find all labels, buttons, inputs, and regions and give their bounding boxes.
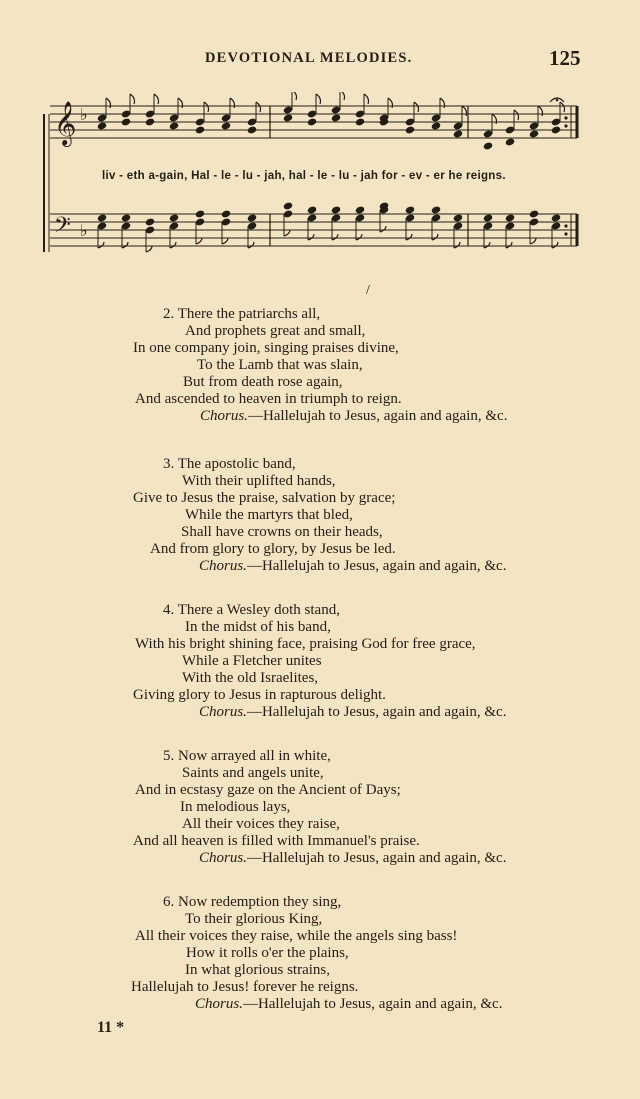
verse-line: 4. There a Wesley doth stand, — [163, 602, 340, 618]
verse-line: And from glory to glory, by Jesus be led. — [150, 541, 396, 557]
page-number: 125 — [549, 46, 581, 70]
repeat-dot — [564, 224, 567, 227]
note-head — [145, 117, 155, 126]
note-head — [529, 209, 539, 218]
flat-icon: ♭ — [80, 105, 88, 124]
note-flag — [256, 102, 261, 112]
verse-line: 3. The apostolic band, — [163, 456, 296, 472]
note-head — [307, 117, 317, 126]
chorus-label: Chorus. — [199, 704, 247, 720]
flat-icon: ♭ — [80, 221, 88, 240]
verse-line: In one company join, singing praises divine, — [133, 340, 399, 356]
note-flag — [98, 242, 104, 248]
repeat-dot — [564, 124, 567, 127]
running-head — [0, 48, 640, 74]
note-head — [431, 121, 441, 130]
note-head — [529, 129, 539, 138]
note-head — [145, 217, 155, 226]
treble-clef-icon: 𝄞 — [54, 101, 77, 145]
note-flag — [380, 226, 386, 232]
note-flag — [122, 242, 128, 248]
note-flag — [364, 94, 369, 104]
note-head — [551, 213, 561, 222]
note-flag — [332, 234, 338, 240]
verse-line: How it rolls o'er the plains, — [186, 945, 349, 961]
ink-mark: / — [366, 283, 370, 298]
note-flag — [530, 238, 536, 244]
note-head — [169, 121, 179, 130]
note-head — [483, 141, 493, 150]
verse-line: And in ecstasy gaze on the Ancient of Days; — [135, 782, 401, 798]
note-flag — [340, 92, 345, 100]
chorus-text: —Hallelujah to Jesus, again and again, &c. — [242, 996, 503, 1012]
chorus-label: Chorus. — [200, 408, 248, 424]
note-head — [97, 121, 107, 130]
verse-line: In the midst of his band, — [185, 619, 331, 635]
verse-line: Giving glory to Jesus in rapturous delight. — [133, 687, 386, 703]
verse-line: Shall have crowns on their heads, — [181, 524, 383, 540]
chorus-line — [200, 408, 507, 425]
chorus-label: Chorus. — [199, 558, 247, 574]
note-flag — [484, 242, 490, 248]
verse-line: But from death rose again, — [183, 374, 343, 390]
fermata-dot — [556, 99, 559, 102]
chorus-line — [199, 850, 506, 867]
chorus-text: —Hallelujah to Jesus, again and again, &c. — [247, 408, 508, 424]
running-title: DEVOTIONAL MELODIES. — [205, 50, 413, 66]
chorus-label: Chorus. — [195, 996, 243, 1012]
note-head — [221, 209, 231, 218]
verse-line: All their voices they raise, — [182, 816, 340, 832]
note-flag — [248, 242, 254, 248]
verse-line: With his bright shining face, praising God for free grace, — [135, 636, 476, 652]
note-flag — [130, 94, 135, 104]
note-flag — [308, 234, 314, 240]
note-head — [355, 205, 365, 214]
chorus-line — [199, 558, 506, 575]
note-flag — [454, 242, 460, 248]
note-flag — [196, 238, 202, 244]
chorus-text: —Hallelujah to Jesus, again and again, &c. — [246, 850, 507, 866]
verse-line: 5. Now arrayed all in white, — [163, 748, 331, 764]
note-flag — [514, 110, 519, 120]
bass-clef-icon: 𝄢 — [54, 213, 71, 243]
note-flag — [284, 230, 290, 236]
note-head — [453, 213, 463, 222]
note-head — [195, 209, 205, 218]
note-head — [283, 201, 293, 210]
verse-line: Give to Jesus the praise, salvation by grace; — [133, 490, 396, 506]
note-flag — [292, 92, 297, 100]
note-flag — [406, 234, 412, 240]
verse-line: And all heaven is filled with Immanuel's praise. — [133, 833, 420, 849]
note-flag — [552, 242, 558, 248]
note-head — [355, 117, 365, 126]
chorus-line — [195, 996, 502, 1013]
note-head — [431, 205, 441, 214]
verse-line: While a Fletcher unites — [182, 653, 322, 669]
note-head — [169, 213, 179, 222]
verse-line: Hallelujah to Jesus! forever he reigns. — [131, 979, 359, 995]
note-head — [121, 213, 131, 222]
repeat-dot — [564, 116, 567, 119]
note-flag — [356, 234, 362, 240]
chorus-line — [199, 704, 506, 721]
note-head — [247, 213, 257, 222]
note-flag — [170, 242, 176, 248]
note-head — [195, 125, 205, 134]
note-flag — [316, 94, 321, 104]
verse-line: 6. Now redemption they sing, — [163, 894, 342, 910]
note-head — [121, 117, 131, 126]
note-head — [221, 121, 231, 130]
note-head — [405, 125, 415, 134]
verse-line: In what glorious strains, — [185, 962, 330, 978]
verse-line: Saints and angels unite, — [182, 765, 324, 781]
chorus-label: Chorus. — [199, 850, 247, 866]
verse-line: And prophets great and small, — [185, 323, 366, 339]
note-flag — [560, 102, 565, 112]
score-lyric-line: liv - eth a-gain, Hal - le - lu - jah, hal - le - lu - jah for - ev - er he reigns. — [102, 170, 506, 182]
verse-line: In melodious lays, — [180, 799, 291, 815]
verse-line: With their uplifted hands, — [182, 473, 336, 489]
verse-line: 2. There the patriarchs all, — [163, 306, 321, 322]
note-flag — [506, 242, 512, 248]
note-head — [505, 137, 515, 146]
note-head — [331, 113, 341, 122]
verse-line: And ascended to heaven in triumph to reign. — [135, 391, 402, 407]
note-head — [483, 213, 493, 222]
verse-line: All their voices they raise, while the angels sing bass! — [135, 928, 458, 944]
note-flag — [204, 102, 209, 112]
verse-line: While the martyrs that bled, — [185, 507, 353, 523]
note-flag — [414, 102, 419, 112]
note-head — [247, 125, 257, 134]
musical-score — [40, 92, 600, 280]
note-head — [505, 213, 515, 222]
verse-line: To the Lamb that was slain, — [197, 357, 363, 373]
verse-line: With the old Israelites, — [182, 670, 319, 686]
signature-mark: 11 * — [97, 1019, 125, 1036]
note-flag — [432, 234, 438, 240]
chorus-text: —Hallelujah to Jesus, again and again, &c. — [246, 558, 507, 574]
note-head — [551, 125, 561, 134]
note-head — [331, 205, 341, 214]
note-head — [405, 205, 415, 214]
note-head — [307, 205, 317, 214]
music-notation — [40, 92, 600, 280]
note-head — [283, 113, 293, 122]
chorus-text: —Hallelujah to Jesus, again and again, &c. — [246, 704, 507, 720]
repeat-dot — [564, 232, 567, 235]
note-flag — [146, 246, 152, 252]
note-head — [453, 129, 463, 138]
note-head — [97, 213, 107, 222]
verse-line: To their glorious King, — [185, 911, 323, 927]
note-flag — [222, 238, 228, 244]
note-flag — [154, 94, 159, 104]
